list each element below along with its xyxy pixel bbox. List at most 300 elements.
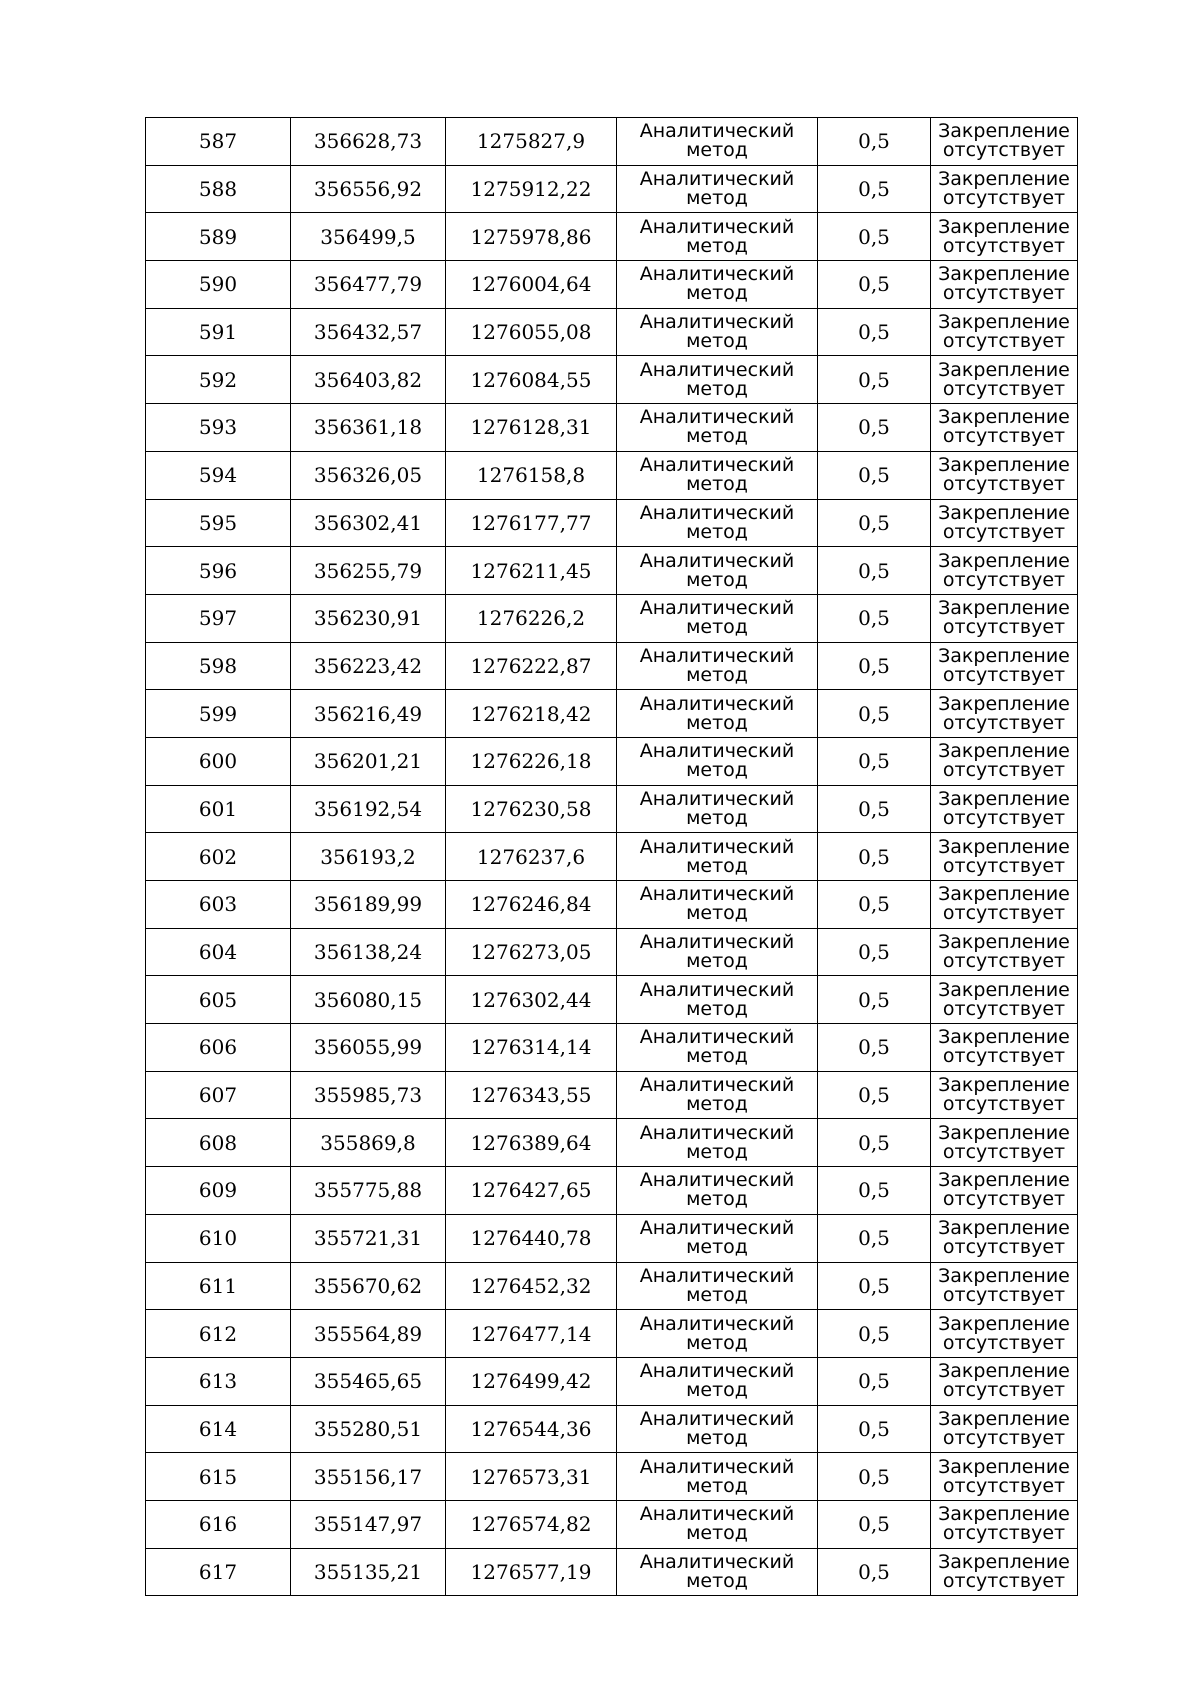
accuracy-cell: 0,5 <box>818 213 931 261</box>
table-row <box>146 642 1078 690</box>
x-coordinate-cell: 355135,21 <box>291 1548 446 1596</box>
method-cell <box>617 737 818 785</box>
fixation-line-1: Закрепление <box>938 692 1070 715</box>
table-row <box>146 1262 1078 1310</box>
method-cell <box>617 404 818 452</box>
y-coordinate-cell: 1276226,2 <box>446 594 617 642</box>
fixation-cell <box>931 213 1078 261</box>
x-coordinate-cell: 356201,21 <box>291 737 446 785</box>
y-coordinate-cell: 1276452,32 <box>446 1262 617 1310</box>
fixation-cell <box>931 1119 1078 1167</box>
method-line-1: Аналитический <box>639 406 795 429</box>
method-line-1: Аналитический <box>639 1407 795 1430</box>
y-coordinate-cell: 1276218,42 <box>446 690 617 738</box>
fixation-cell <box>931 737 1078 785</box>
table-row <box>146 499 1078 547</box>
x-coordinate-cell: 355670,62 <box>291 1262 446 1310</box>
accuracy-cell: 0,5 <box>818 1262 931 1310</box>
method-cell <box>617 1071 818 1119</box>
x-coordinate-cell: 355721,31 <box>291 1214 446 1262</box>
y-coordinate-cell: 1275912,22 <box>446 165 617 213</box>
fixation-line-2: отсутствует <box>942 1331 1066 1354</box>
method-line-1: Аналитический <box>639 883 795 906</box>
x-coordinate-cell: 356055,99 <box>291 1024 446 1072</box>
fixation-line-2: отсутствует <box>942 1140 1066 1163</box>
method-cell <box>617 356 818 404</box>
fixation-cell <box>931 1453 1078 1501</box>
table-row <box>146 1167 1078 1215</box>
y-coordinate-cell: 1276226,18 <box>446 737 617 785</box>
point-number-cell: 612 <box>146 1310 291 1358</box>
fixation-cell <box>931 1548 1078 1596</box>
method-line-1: Аналитический <box>639 931 795 954</box>
y-coordinate-cell: 1276246,84 <box>446 881 617 929</box>
fixation-line-2: отсутствует <box>942 1522 1066 1545</box>
method-line-2: метод <box>686 1331 748 1354</box>
y-coordinate-cell: 1276577,19 <box>446 1548 617 1596</box>
x-coordinate-cell: 356326,05 <box>291 451 446 499</box>
fixation-cell <box>931 1500 1078 1548</box>
y-coordinate-cell: 1276230,58 <box>446 785 617 833</box>
fixation-line-1: Закрепление <box>938 835 1070 858</box>
table-row <box>146 356 1078 404</box>
table-row <box>146 118 1078 166</box>
accuracy-cell: 0,5 <box>818 785 931 833</box>
method-cell <box>617 1405 818 1453</box>
point-number-cell: 606 <box>146 1024 291 1072</box>
accuracy-cell: 0,5 <box>818 1167 931 1215</box>
point-number-cell: 605 <box>146 976 291 1024</box>
fixation-line-2: отсутствует <box>942 806 1066 829</box>
fixation-line-2: отсутствует <box>942 568 1066 591</box>
method-line-1: Аналитический <box>639 597 795 620</box>
method-cell <box>617 1548 818 1596</box>
method-line-2: метод <box>686 616 748 639</box>
y-coordinate-cell: 1276055,08 <box>446 308 617 356</box>
method-line-1: Аналитический <box>639 644 795 667</box>
method-line-2: метод <box>686 1140 748 1163</box>
x-coordinate-cell: 356477,79 <box>291 261 446 309</box>
method-line-1: Аналитический <box>639 978 795 1001</box>
y-coordinate-cell: 1276222,87 <box>446 642 617 690</box>
point-number-cell: 617 <box>146 1548 291 1596</box>
accuracy-cell: 0,5 <box>818 737 931 785</box>
method-cell <box>617 308 818 356</box>
accuracy-cell: 0,5 <box>818 404 931 452</box>
fixation-cell <box>931 1167 1078 1215</box>
table-row <box>146 1500 1078 1548</box>
fixation-line-2: отсутствует <box>942 1236 1066 1259</box>
point-number-cell: 594 <box>146 451 291 499</box>
y-coordinate-cell: 1276211,45 <box>446 547 617 595</box>
method-line-2: метод <box>686 1426 748 1449</box>
accuracy-cell: 0,5 <box>818 881 931 929</box>
method-cell <box>617 451 818 499</box>
method-cell <box>617 1262 818 1310</box>
fixation-line-1: Закрепление <box>938 263 1070 286</box>
method-line-1: Аналитический <box>639 787 795 810</box>
fixation-cell <box>931 642 1078 690</box>
table-row <box>146 1453 1078 1501</box>
fixation-line-2: отсутствует <box>942 711 1066 734</box>
point-number-cell: 615 <box>146 1453 291 1501</box>
x-coordinate-cell: 355465,65 <box>291 1357 446 1405</box>
method-line-1: Аналитический <box>639 311 795 334</box>
point-number-cell: 595 <box>146 499 291 547</box>
method-line-2: метод <box>686 282 748 305</box>
method-cell <box>617 547 818 595</box>
point-number-cell: 607 <box>146 1071 291 1119</box>
method-line-2: метод <box>686 1236 748 1259</box>
method-line-2: метод <box>686 663 748 686</box>
accuracy-cell: 0,5 <box>818 118 931 166</box>
point-number-cell: 610 <box>146 1214 291 1262</box>
accuracy-cell: 0,5 <box>818 594 931 642</box>
table-row <box>146 690 1078 738</box>
accuracy-cell: 0,5 <box>818 1500 931 1548</box>
method-line-1: Аналитический <box>639 1312 795 1335</box>
method-cell <box>617 261 818 309</box>
method-line-1: Аналитический <box>639 1360 795 1383</box>
fixation-line-1: Закрепление <box>938 501 1070 524</box>
fixation-line-2: отсутствует <box>942 1426 1066 1449</box>
point-number-cell: 588 <box>146 165 291 213</box>
fixation-cell <box>931 118 1078 166</box>
point-number-cell: 614 <box>146 1405 291 1453</box>
accuracy-cell: 0,5 <box>818 1119 931 1167</box>
point-number-cell: 600 <box>146 737 291 785</box>
y-coordinate-cell: 1276573,31 <box>446 1453 617 1501</box>
fixation-line-2: отсутствует <box>942 330 1066 353</box>
x-coordinate-cell: 355985,73 <box>291 1071 446 1119</box>
fixation-line-2: отсутствует <box>942 473 1066 496</box>
method-cell <box>617 785 818 833</box>
method-line-2: метод <box>686 568 748 591</box>
point-number-cell: 596 <box>146 547 291 595</box>
fixation-line-2: отсутствует <box>942 997 1066 1020</box>
y-coordinate-cell: 1276177,77 <box>446 499 617 547</box>
y-coordinate-cell: 1276477,14 <box>446 1310 617 1358</box>
x-coordinate-cell: 356080,15 <box>291 976 446 1024</box>
method-line-2: метод <box>686 520 748 543</box>
fixation-line-1: Закрепление <box>938 454 1070 477</box>
fixation-line-1: Закрепление <box>938 1550 1070 1573</box>
fixation-cell <box>931 976 1078 1024</box>
fixation-line-1: Закрепление <box>938 1455 1070 1478</box>
accuracy-cell: 0,5 <box>818 547 931 595</box>
method-line-2: метод <box>686 377 748 400</box>
method-line-1: Аналитический <box>639 1074 795 1097</box>
y-coordinate-cell: 1275978,86 <box>446 213 617 261</box>
fixation-line-2: отсутствует <box>942 854 1066 877</box>
fixation-cell <box>931 1357 1078 1405</box>
table-row <box>146 1071 1078 1119</box>
method-line-2: метод <box>686 1188 748 1211</box>
fixation-line-1: Закрепление <box>938 1121 1070 1144</box>
y-coordinate-cell: 1276128,31 <box>446 404 617 452</box>
method-line-1: Аналитический <box>639 501 795 524</box>
method-line-2: метод <box>686 1283 748 1306</box>
method-cell <box>617 1453 818 1501</box>
x-coordinate-cell: 356361,18 <box>291 404 446 452</box>
table-row <box>146 833 1078 881</box>
x-coordinate-cell: 356556,92 <box>291 165 446 213</box>
y-coordinate-cell: 1276273,05 <box>446 928 617 976</box>
fixation-line-2: отсутствует <box>942 187 1066 210</box>
y-coordinate-cell: 1276302,44 <box>446 976 617 1024</box>
y-coordinate-cell: 1276314,14 <box>446 1024 617 1072</box>
table-row <box>146 1548 1078 1596</box>
accuracy-cell: 0,5 <box>818 928 931 976</box>
method-cell <box>617 1214 818 1262</box>
method-line-2: метод <box>686 950 748 973</box>
y-coordinate-cell: 1276499,42 <box>446 1357 617 1405</box>
accuracy-cell: 0,5 <box>818 690 931 738</box>
accuracy-cell: 0,5 <box>818 1548 931 1596</box>
fixation-line-1: Закрепление <box>938 1312 1070 1335</box>
table-row <box>146 1024 1078 1072</box>
method-line-1: Аналитический <box>639 1217 795 1240</box>
method-cell <box>617 1357 818 1405</box>
method-line-2: метод <box>686 234 748 257</box>
fixation-cell <box>931 356 1078 404</box>
x-coordinate-cell: 356403,82 <box>291 356 446 404</box>
method-cell <box>617 833 818 881</box>
accuracy-cell: 0,5 <box>818 356 931 404</box>
accuracy-cell: 0,5 <box>818 308 931 356</box>
method-line-1: Аналитический <box>639 1121 795 1144</box>
method-line-1: Аналитический <box>639 1503 795 1526</box>
accuracy-cell: 0,5 <box>818 165 931 213</box>
method-line-1: Аналитический <box>639 692 795 715</box>
x-coordinate-cell: 356192,54 <box>291 785 446 833</box>
method-cell <box>617 1167 818 1215</box>
fixation-cell <box>931 785 1078 833</box>
fixation-line-2: отсутствует <box>942 282 1066 305</box>
fixation-line-1: Закрепление <box>938 358 1070 381</box>
point-number-cell: 597 <box>146 594 291 642</box>
accuracy-cell: 0,5 <box>818 499 931 547</box>
table-row <box>146 1214 1078 1262</box>
method-cell <box>617 690 818 738</box>
coordinates-table <box>145 117 1078 1596</box>
fixation-line-1: Закрепление <box>938 168 1070 191</box>
fixation-line-1: Закрепление <box>938 406 1070 429</box>
y-coordinate-cell: 1276004,64 <box>446 261 617 309</box>
fixation-line-1: Закрепление <box>938 1360 1070 1383</box>
accuracy-cell: 0,5 <box>818 1405 931 1453</box>
fixation-line-2: отсутствует <box>942 902 1066 925</box>
point-number-cell: 604 <box>146 928 291 976</box>
point-number-cell: 592 <box>146 356 291 404</box>
x-coordinate-cell: 355869,8 <box>291 1119 446 1167</box>
method-line-2: метод <box>686 187 748 210</box>
accuracy-cell: 0,5 <box>818 1357 931 1405</box>
method-line-1: Аналитический <box>639 1550 795 1573</box>
x-coordinate-cell: 355156,17 <box>291 1453 446 1501</box>
x-coordinate-cell: 356189,99 <box>291 881 446 929</box>
accuracy-cell: 0,5 <box>818 1024 931 1072</box>
accuracy-cell: 0,5 <box>818 1214 931 1262</box>
accuracy-cell: 0,5 <box>818 642 931 690</box>
fixation-line-2: отсутствует <box>942 1188 1066 1211</box>
fixation-cell <box>931 928 1078 976</box>
fixation-cell <box>931 261 1078 309</box>
fixation-cell <box>931 881 1078 929</box>
table-row <box>146 261 1078 309</box>
method-cell <box>617 642 818 690</box>
point-number-cell: 616 <box>146 1500 291 1548</box>
y-coordinate-cell: 1276544,36 <box>446 1405 617 1453</box>
y-coordinate-cell: 1276343,55 <box>446 1071 617 1119</box>
method-line-2: метод <box>686 425 748 448</box>
method-cell <box>617 118 818 166</box>
accuracy-cell: 0,5 <box>818 1071 931 1119</box>
method-line-1: Аналитический <box>639 1026 795 1049</box>
accuracy-cell: 0,5 <box>818 833 931 881</box>
table-row <box>146 1405 1078 1453</box>
point-number-cell: 602 <box>146 833 291 881</box>
fixation-line-2: отсутствует <box>942 1379 1066 1402</box>
fixation-line-2: отсутствует <box>942 759 1066 782</box>
fixation-cell <box>931 833 1078 881</box>
table-row <box>146 308 1078 356</box>
method-line-2: метод <box>686 902 748 925</box>
method-cell <box>617 881 818 929</box>
method-cell <box>617 1119 818 1167</box>
method-line-2: метод <box>686 1045 748 1068</box>
point-number-cell: 587 <box>146 118 291 166</box>
table-row <box>146 881 1078 929</box>
method-line-2: метод <box>686 330 748 353</box>
x-coordinate-cell: 356302,41 <box>291 499 446 547</box>
y-coordinate-cell: 1276084,55 <box>446 356 617 404</box>
x-coordinate-cell: 356193,2 <box>291 833 446 881</box>
fixation-line-1: Закрепление <box>938 1503 1070 1526</box>
method-line-1: Аналитический <box>639 1455 795 1478</box>
x-coordinate-cell: 356138,24 <box>291 928 446 976</box>
fixation-line-1: Закрепление <box>938 549 1070 572</box>
y-coordinate-cell: 1276440,78 <box>446 1214 617 1262</box>
fixation-cell <box>931 1262 1078 1310</box>
point-number-cell: 611 <box>146 1262 291 1310</box>
point-number-cell: 608 <box>146 1119 291 1167</box>
table-row <box>146 1119 1078 1167</box>
fixation-line-1: Закрепление <box>938 978 1070 1001</box>
fixation-line-1: Закрепление <box>938 883 1070 906</box>
accuracy-cell: 0,5 <box>818 976 931 1024</box>
fixation-cell <box>931 1071 1078 1119</box>
table-row <box>146 928 1078 976</box>
method-line-1: Аналитический <box>639 454 795 477</box>
method-line-2: метод <box>686 711 748 734</box>
fixation-line-2: отсутствует <box>942 520 1066 543</box>
method-cell <box>617 1310 818 1358</box>
method-line-2: метод <box>686 759 748 782</box>
fixation-line-2: отсутствует <box>942 1045 1066 1068</box>
fixation-cell <box>931 499 1078 547</box>
accuracy-cell: 0,5 <box>818 1453 931 1501</box>
method-line-2: метод <box>686 473 748 496</box>
fixation-line-1: Закрепление <box>938 644 1070 667</box>
table-row <box>146 547 1078 595</box>
x-coordinate-cell: 356216,49 <box>291 690 446 738</box>
x-coordinate-cell: 356499,5 <box>291 213 446 261</box>
method-line-1: Аналитический <box>639 120 795 143</box>
method-line-1: Аналитический <box>639 1169 795 1192</box>
point-number-cell: 591 <box>146 308 291 356</box>
fixation-line-1: Закрепление <box>938 740 1070 763</box>
method-line-1: Аналитический <box>639 263 795 286</box>
fixation-cell <box>931 308 1078 356</box>
x-coordinate-cell: 355147,97 <box>291 1500 446 1548</box>
y-coordinate-cell: 1276574,82 <box>446 1500 617 1548</box>
x-coordinate-cell: 356223,42 <box>291 642 446 690</box>
table-row <box>146 737 1078 785</box>
point-number-cell: 601 <box>146 785 291 833</box>
fixation-line-1: Закрепление <box>938 1169 1070 1192</box>
fixation-cell <box>931 690 1078 738</box>
fixation-line-2: отсутствует <box>942 1093 1066 1116</box>
fixation-line-1: Закрепление <box>938 1026 1070 1049</box>
fixation-line-2: отсутствует <box>942 1283 1066 1306</box>
y-coordinate-cell: 1276158,8 <box>446 451 617 499</box>
point-number-cell: 609 <box>146 1167 291 1215</box>
fixation-cell <box>931 547 1078 595</box>
fixation-line-1: Закрепление <box>938 1074 1070 1097</box>
fixation-line-2: отсутствует <box>942 616 1066 639</box>
point-number-cell: 593 <box>146 404 291 452</box>
x-coordinate-cell: 355564,89 <box>291 1310 446 1358</box>
method-cell <box>617 594 818 642</box>
fixation-line-1: Закрепление <box>938 1217 1070 1240</box>
method-cell <box>617 499 818 547</box>
point-number-cell: 599 <box>146 690 291 738</box>
fixation-line-2: отсутствует <box>942 950 1066 973</box>
fixation-line-1: Закрепление <box>938 931 1070 954</box>
fixation-cell <box>931 1405 1078 1453</box>
fixation-line-1: Закрепление <box>938 120 1070 143</box>
point-number-cell: 613 <box>146 1357 291 1405</box>
method-line-2: метод <box>686 1093 748 1116</box>
method-line-2: метод <box>686 1379 748 1402</box>
accuracy-cell: 0,5 <box>818 1310 931 1358</box>
point-number-cell: 589 <box>146 213 291 261</box>
method-cell <box>617 165 818 213</box>
fixation-cell <box>931 165 1078 213</box>
x-coordinate-cell: 355280,51 <box>291 1405 446 1453</box>
method-cell <box>617 976 818 1024</box>
method-line-2: метод <box>686 997 748 1020</box>
point-number-cell: 590 <box>146 261 291 309</box>
table-row <box>146 165 1078 213</box>
fixation-line-1: Закрепление <box>938 1407 1070 1430</box>
method-line-2: метод <box>686 854 748 877</box>
method-line-1: Аналитический <box>639 835 795 858</box>
method-cell <box>617 213 818 261</box>
table-row <box>146 976 1078 1024</box>
x-coordinate-cell: 356628,73 <box>291 118 446 166</box>
method-line-1: Аналитический <box>639 740 795 763</box>
table-row <box>146 404 1078 452</box>
coordinates-table-body <box>146 118 1078 1596</box>
fixation-line-1: Закрепление <box>938 787 1070 810</box>
fixation-cell <box>931 404 1078 452</box>
y-coordinate-cell: 1276427,65 <box>446 1167 617 1215</box>
x-coordinate-cell: 356432,57 <box>291 308 446 356</box>
fixation-line-1: Закрепление <box>938 597 1070 620</box>
point-number-cell: 598 <box>146 642 291 690</box>
